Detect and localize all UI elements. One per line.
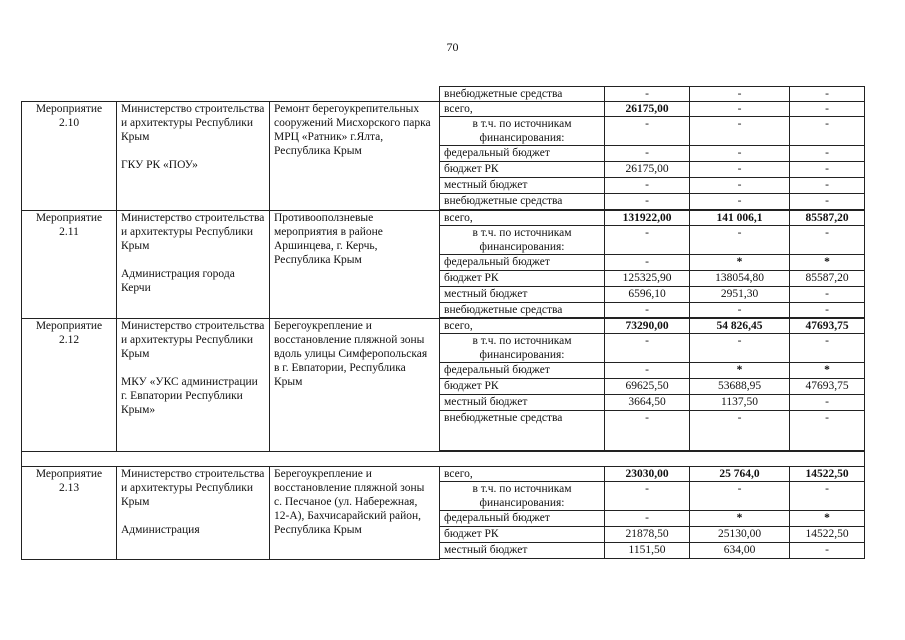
value-cell: - (690, 117, 790, 146)
source-label: внебюджетные средства (440, 194, 605, 210)
source-label: местный бюджет (440, 178, 605, 194)
source-label: бюджет РК (440, 271, 605, 287)
table-row (22, 467, 865, 482)
event-cell (22, 211, 117, 319)
value-cell: - (790, 334, 865, 363)
value-cell: 125325,90 (605, 271, 690, 287)
source-label-line: в т.ч. по источникам (472, 483, 572, 495)
source-label: всего, (440, 102, 605, 117)
value-cell: - (790, 194, 865, 210)
value-cell: 26175,00 (605, 162, 690, 178)
source-label-line: финансирования: (479, 241, 565, 253)
source-label: внебюджетные средства (440, 303, 605, 318)
value-cell: 53688,95 (690, 379, 790, 395)
table-row (22, 211, 865, 226)
value-cell: 1137,50 (690, 395, 790, 411)
value-cell: - (690, 162, 790, 178)
source-label: федеральный бюджет (440, 146, 605, 162)
value-cell: 3664,50 (605, 395, 690, 411)
value-cell: * (690, 511, 790, 527)
value-cell: 634,00 (690, 543, 790, 559)
value-cell: - (690, 226, 790, 255)
value-cell: 131922,00 (605, 211, 690, 226)
value-cell: - (790, 178, 865, 194)
value-cell: - (605, 511, 690, 527)
value-cell: 14522,50 (790, 527, 865, 543)
event-label: Мероприятие (35, 468, 103, 480)
value-cell: - (605, 255, 690, 271)
source-label (440, 226, 605, 255)
source-label: местный бюджет (440, 287, 605, 303)
executor-sub: Администрация (121, 524, 200, 536)
value-cell: 14522,50 (790, 467, 865, 482)
value-cell: - (790, 87, 865, 102)
source-label: бюджет РК (440, 527, 605, 543)
value-cell: - (790, 162, 865, 178)
value-cell: - (690, 87, 790, 102)
value-cell: - (690, 411, 790, 451)
value-cell: - (605, 226, 690, 255)
executor-sub: ГКУ РК «ПОУ» (121, 159, 198, 171)
source-label-line: в т.ч. по источникам (472, 335, 572, 347)
executor-cell (117, 319, 270, 452)
table-row (22, 87, 865, 102)
event-cell (22, 102, 117, 211)
value-cell: - (605, 178, 690, 194)
value-cell: - (690, 334, 790, 363)
value-cell: * (690, 255, 790, 271)
value-cell: 26175,00 (605, 102, 690, 117)
event-label: Мероприятие (35, 212, 103, 224)
value-cell: 138054,80 (690, 271, 790, 287)
value-cell: 6596,10 (605, 287, 690, 303)
value-cell: 2951,30 (690, 287, 790, 303)
source-label: бюджет РК (440, 162, 605, 178)
value-cell: - (605, 303, 690, 318)
table-row (22, 102, 865, 117)
budget-table (21, 86, 865, 560)
description-cell: Противооползневые мероприятия в районе Аршинцева, г. Керчь, Республика Крым (270, 211, 440, 319)
value-cell: - (605, 87, 690, 102)
value-cell: - (790, 287, 865, 303)
source-label (440, 117, 605, 146)
value-cell: - (690, 102, 790, 117)
source-label-line: в т.ч. по источникам (472, 118, 572, 130)
value-cell: - (690, 178, 790, 194)
value-cell: * (790, 255, 865, 271)
source-label-line: финансирования: (479, 497, 565, 509)
source-label: местный бюджет (440, 543, 605, 559)
event-cell (22, 467, 117, 560)
value-cell: 25130,00 (690, 527, 790, 543)
value-cell: - (690, 146, 790, 162)
value-cell: - (790, 102, 865, 117)
value-cell: * (790, 363, 865, 379)
value-cell: - (690, 303, 790, 318)
executor-main: Министерство строительства и архитектуры Республики Крым (121, 212, 265, 252)
value-cell: 54 826,45 (690, 319, 790, 334)
description-cell: Берегоукрепление и восстановление пляжной зоны вдоль улицы Симферопольская в г. Евпатории, Республика Крым (270, 319, 440, 452)
value-cell: 141 006,1 (690, 211, 790, 226)
event-number: 2.10 (58, 117, 80, 129)
value-cell: * (790, 511, 865, 527)
source-label-line: финансирования: (479, 349, 565, 361)
value-cell: - (790, 303, 865, 318)
event-label: Мероприятие (35, 320, 103, 332)
value-cell: 1151,50 (605, 543, 690, 559)
event-number: 2.12 (58, 334, 80, 346)
value-cell: - (605, 363, 690, 379)
source-label: федеральный бюджет (440, 511, 605, 527)
executor-cell (117, 467, 270, 560)
value-cell: - (690, 482, 790, 511)
source-label: всего, (440, 211, 605, 226)
value-cell: - (605, 194, 690, 210)
source-label: внебюджетные средства (440, 411, 605, 451)
executor-cell (117, 102, 270, 211)
event-number: 2.13 (58, 482, 80, 494)
source-label: бюджет РК (440, 379, 605, 395)
page-number: 70 (446, 40, 459, 54)
value-cell: - (690, 194, 790, 210)
value-cell: 85587,20 (790, 271, 865, 287)
source-label-line: финансирования: (479, 132, 565, 144)
value-cell: 85587,20 (790, 211, 865, 226)
value-cell: - (790, 543, 865, 559)
executor-sub: МКУ «УКС администрации г. Евпатории Республики Крым» (121, 376, 258, 416)
executor-sub: Администрация города Керчи (121, 268, 235, 294)
source-label (440, 482, 605, 511)
table-row (22, 319, 865, 334)
value-cell: - (790, 411, 865, 451)
executor-main: Министерство строительства и архитектуры Республики Крым (121, 320, 265, 360)
value-cell: 47693,75 (790, 379, 865, 395)
value-cell: 73290,00 (605, 319, 690, 334)
source-label (440, 334, 605, 363)
value-cell: 21878,50 (605, 527, 690, 543)
value-cell: - (605, 411, 690, 451)
event-number: 2.11 (59, 226, 79, 238)
source-label: всего, (440, 319, 605, 334)
source-label: федеральный бюджет (440, 363, 605, 379)
value-cell: - (605, 117, 690, 146)
source-label: внебюджетные средства (440, 87, 605, 102)
value-cell: - (790, 226, 865, 255)
value-cell: - (790, 482, 865, 511)
source-label: местный бюджет (440, 395, 605, 411)
value-cell: - (790, 146, 865, 162)
event-label: Мероприятие (35, 103, 103, 115)
source-label: всего, (440, 467, 605, 482)
executor-main: Министерство строительства и архитектуры Республики Крым (121, 468, 265, 508)
event-cell (22, 319, 117, 452)
executor-main: Министерство строительства и архитектуры Республики Крым (121, 103, 265, 143)
source-label: федеральный бюджет (440, 255, 605, 271)
value-cell: - (605, 146, 690, 162)
value-cell: 47693,75 (790, 319, 865, 334)
description-cell: Берегоукрепление и восстановление пляжной зоны с. Песчаное (ул. Набережная, 12-А), Бахчисарайский район, Республика Крым (270, 467, 440, 560)
value-cell: * (690, 363, 790, 379)
value-cell: 25 764,0 (690, 467, 790, 482)
value-cell: - (605, 482, 690, 511)
value-cell: 69625,50 (605, 379, 690, 395)
source-label-line: в т.ч. по источникам (472, 227, 572, 239)
description-cell: Ремонт берегоукрепительных сооружений Мисхорского парка МРЦ «Ратник» г.Ялта, Республика Крым (270, 102, 440, 211)
value-cell: - (790, 117, 865, 146)
value-cell: - (605, 334, 690, 363)
value-cell: - (790, 395, 865, 411)
executor-cell (117, 211, 270, 319)
value-cell: 23030,00 (605, 467, 690, 482)
